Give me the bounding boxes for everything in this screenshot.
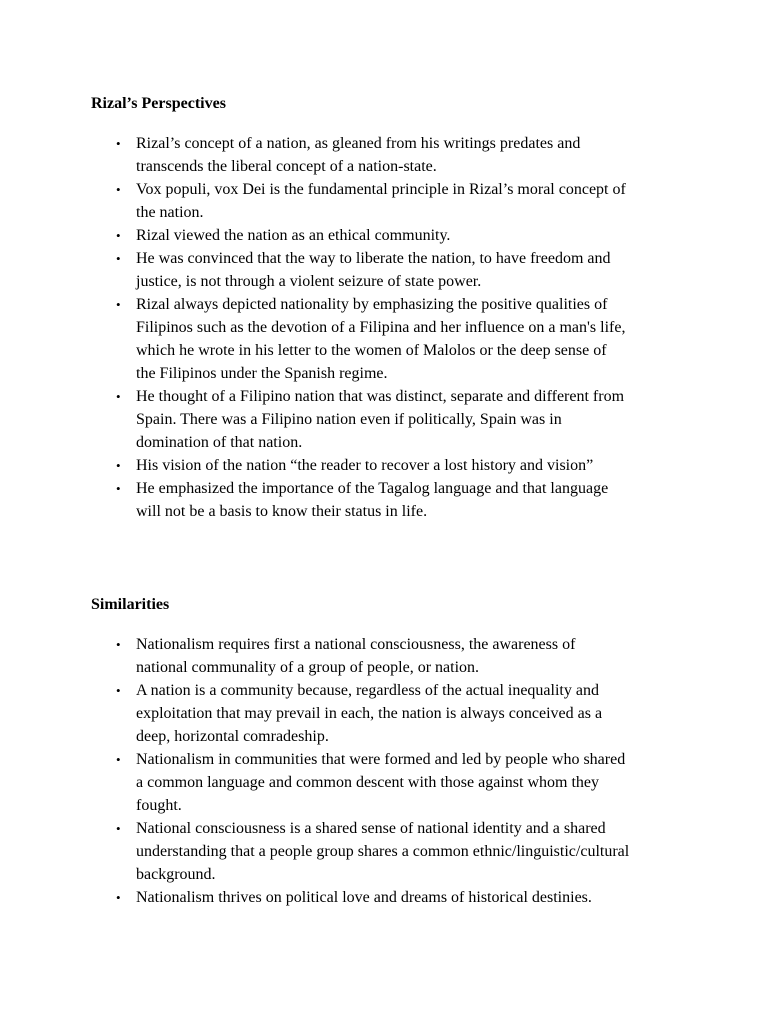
bullet-icon: • — [116, 297, 121, 312]
list-item — [91, 293, 691, 385]
list-item — [91, 224, 691, 247]
bullet-icon: • — [116, 182, 121, 197]
bullet-icon: • — [116, 890, 121, 905]
bullet-icon: • — [116, 228, 121, 243]
list-item-text: He emphasized the importance of the Tagalog language and that language will not be a basis to know their status in life. — [136, 480, 609, 520]
list-item — [91, 633, 691, 679]
bullet-icon: • — [116, 637, 121, 652]
bullet-list — [91, 132, 691, 523]
list-item-text: Nationalism in communities that were formed and led by people who shared a common language and common descent with those against whom they fought. — [136, 751, 626, 814]
list-item — [91, 817, 691, 886]
list-item-text: He was convinced that the way to liberate the nation, to have freedom and justice, is not through a violent seizure of state power. — [136, 250, 611, 290]
list-item-text: Vox populi, vox Dei is the fundamental principle in Rizal’s moral concept of the nation. — [136, 181, 626, 221]
bullet-list — [91, 633, 691, 909]
list-item — [91, 247, 691, 293]
bullet-icon: • — [116, 458, 121, 473]
bullet-icon: • — [116, 752, 121, 767]
section-heading: Similarities — [91, 596, 170, 613]
section-similarities — [91, 594, 691, 909]
list-item — [91, 477, 691, 523]
list-item — [91, 454, 691, 477]
list-item — [91, 178, 691, 224]
section-heading: Rizal’s Perspectives — [91, 95, 226, 112]
list-item — [91, 385, 691, 454]
list-item — [91, 748, 691, 817]
list-item-text: A nation is a community because, regardless of the actual inequality and exploitation that may prevail in each, the nation is always conceived as a deep, horizontal comradeship. — [136, 682, 603, 745]
list-item — [91, 886, 691, 909]
bullet-icon: • — [116, 389, 121, 404]
bullet-icon: • — [116, 821, 121, 836]
bullet-icon: • — [116, 136, 121, 151]
list-item-text: Rizal always depicted nationality by emphasizing the positive qualities of Filipinos such as the devotion of a Filipina and her influence on a man's life, which he wrote in his letter to the women of Malolos or the deep sense of the Filipinos under the Spanish regime. — [136, 296, 626, 382]
list-item-text: National consciousness is a shared sense of national identity and a shared understanding that a people group shares a common ethnic/linguistic/cultural background. — [136, 820, 630, 883]
list-item — [91, 679, 691, 748]
list-item-text: He thought of a Filipino nation that was distinct, separate and different from Spain. There was a Filipino nation even if politically, Spain was in domination of that nation. — [136, 388, 625, 451]
list-item-text: Rizal’s concept of a nation, as gleaned from his writings predates and transcends the liberal concept of a nation-state. — [136, 135, 581, 175]
bullet-icon: • — [116, 251, 121, 266]
bullet-icon: • — [116, 481, 121, 496]
list-item-text: Nationalism thrives on political love and dreams of historical destinies. — [136, 889, 592, 906]
list-item-text: Nationalism requires first a national consciousness, the awareness of national communality of a group of people, or nation. — [136, 636, 576, 676]
section-rizals-perspectives — [91, 93, 691, 523]
list-item-text: His vision of the nation “the reader to recover a lost history and vision” — [136, 457, 594, 474]
list-item — [91, 132, 691, 178]
bullet-icon: • — [116, 683, 121, 698]
list-item-text: Rizal viewed the nation as an ethical community. — [136, 227, 451, 244]
